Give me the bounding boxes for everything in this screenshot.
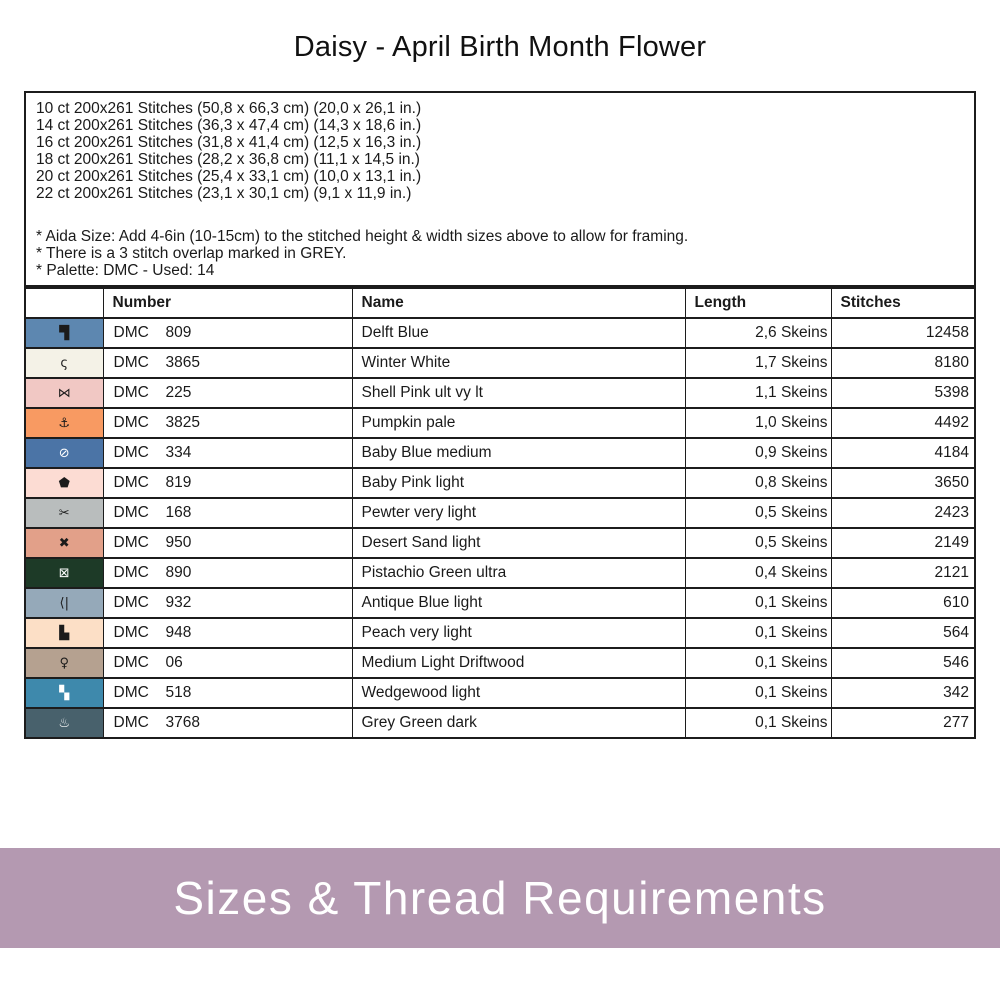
brand-label: DMC	[113, 504, 149, 521]
cell-number	[103, 378, 352, 408]
brand-label: DMC	[113, 564, 149, 581]
dmc-number: 3865	[165, 354, 200, 371]
size-line: 16 ct 200x261 Stitches (31,8 x 41,4 cm) (12,5 x 16,3 in.)	[36, 134, 422, 151]
size-line: 22 ct 200x261 Stitches (23,1 x 30,1 cm) (9,1 x 11,9 in.)	[36, 185, 412, 202]
cell-length: 0,8 Skeins	[685, 468, 831, 498]
color-swatch	[25, 378, 103, 408]
brand-label: DMC	[113, 414, 149, 431]
cell-name: Pewter very light	[352, 498, 685, 528]
size-line: 14 ct 200x261 Stitches (36,3 x 47,4 cm) (14,3 x 18,6 in.)	[36, 117, 422, 134]
size-line: 18 ct 200x261 Stitches (28,2 x 36,8 cm) (11,1 x 14,5 in.)	[36, 151, 420, 168]
cell-length: 1,0 Skeins	[685, 408, 831, 438]
cell-length: 0,1 Skeins	[685, 618, 831, 648]
pentagon-icon: ⬟	[58, 476, 70, 491]
size-line: 10 ct 200x261 Stitches (50,8 x 66,3 cm) (20,0 x 26,1 in.)	[36, 100, 422, 117]
brand-label: DMC	[113, 384, 149, 401]
cell-name: Pumpkin pale	[352, 408, 685, 438]
table-header-row	[25, 288, 975, 318]
cell-length: 0,1 Skeins	[685, 648, 831, 678]
size-info-box	[24, 91, 976, 287]
cell-length: 0,1 Skeins	[685, 708, 831, 738]
cell-length: 0,1 Skeins	[685, 678, 831, 708]
color-swatch	[25, 588, 103, 618]
cell-stitches: 8180	[831, 348, 975, 378]
cell-name: Antique Blue light	[352, 588, 685, 618]
color-swatch	[25, 708, 103, 738]
table-row	[25, 618, 975, 648]
note-overlap: * There is a 3 stitch overlap marked in GREY.	[36, 245, 347, 262]
dmc-number: 3825	[165, 414, 200, 431]
cell-stitches: 342	[831, 678, 975, 708]
note-aida-size: * Aida Size: Add 4-6in (10-15cm) to the stitched height & width sizes above to allow for framing.	[36, 228, 689, 245]
table-row	[25, 648, 975, 678]
thread-requirements-table	[24, 287, 976, 739]
color-swatch	[25, 498, 103, 528]
table-row	[25, 468, 975, 498]
cell-number	[103, 708, 352, 738]
cell-stitches: 2149	[831, 528, 975, 558]
cell-length: 0,9 Skeins	[685, 438, 831, 468]
cell-stitches: 2121	[831, 558, 975, 588]
table-row	[25, 558, 975, 588]
corner-block-icon: ▙	[59, 626, 70, 641]
color-swatch	[25, 558, 103, 588]
cell-name: Baby Blue medium	[352, 438, 685, 468]
brand-label: DMC	[113, 354, 149, 371]
cell-number	[103, 528, 352, 558]
cell-length: 1,7 Skeins	[685, 348, 831, 378]
cell-name: Baby Pink light	[352, 468, 685, 498]
notes	[36, 228, 964, 279]
cell-name: Delft Blue	[352, 318, 685, 348]
cell-stitches: 610	[831, 588, 975, 618]
cell-name: Medium Light Driftwood	[352, 648, 685, 678]
table-row	[25, 438, 975, 468]
cell-name: Winter White	[352, 348, 685, 378]
cell-number	[103, 618, 352, 648]
cell-name: Peach very light	[352, 618, 685, 648]
header-length: Length	[685, 288, 831, 318]
cell-stitches: 5398	[831, 378, 975, 408]
color-swatch	[25, 678, 103, 708]
size-lines	[36, 100, 964, 202]
cell-number	[103, 498, 352, 528]
dmc-number: 334	[165, 444, 192, 461]
color-swatch	[25, 648, 103, 678]
cell-number	[103, 558, 352, 588]
angle-bar-icon: ⟨|	[59, 596, 69, 611]
cell-stitches: 546	[831, 648, 975, 678]
dmc-number: 518	[165, 684, 192, 701]
color-swatch	[25, 618, 103, 648]
cell-number	[103, 438, 352, 468]
cell-stitches: 12458	[831, 318, 975, 348]
cell-number	[103, 318, 352, 348]
brand-label: DMC	[113, 624, 149, 641]
color-swatch	[25, 528, 103, 558]
brand-label: DMC	[113, 594, 149, 611]
size-line: 20 ct 200x261 Stitches (25,4 x 33,1 cm) (10,0 x 13,1 in.)	[36, 168, 422, 185]
table-row	[25, 528, 975, 558]
boxed-x-icon: ⊠	[58, 566, 70, 581]
dmc-number: 225	[165, 384, 192, 401]
bowtie-icon: ⋈	[57, 386, 71, 401]
dmc-number: 890	[165, 564, 192, 581]
diagonal-squares-icon: ▚	[59, 686, 70, 701]
page-title: Daisy - April Birth Month Flower	[293, 31, 707, 63]
brand-label: DMC	[113, 444, 149, 461]
brand-label: DMC	[113, 684, 149, 701]
cell-number	[103, 348, 352, 378]
dmc-number: 809	[165, 324, 192, 341]
cell-length: 0,1 Skeins	[685, 588, 831, 618]
banner-title: Sizes & Thread Requirements	[173, 872, 827, 924]
brand-label: DMC	[113, 324, 149, 341]
table-row	[25, 348, 975, 378]
cell-name: Desert Sand light	[352, 528, 685, 558]
cell-number	[103, 648, 352, 678]
color-swatch	[25, 348, 103, 378]
dmc-number: 819	[165, 474, 192, 491]
cell-stitches: 4492	[831, 408, 975, 438]
microphone-icon: ♀	[59, 656, 70, 671]
cell-length: 2,6 Skeins	[685, 318, 831, 348]
table-row	[25, 498, 975, 528]
cell-stitches: 277	[831, 708, 975, 738]
brand-label: DMC	[113, 534, 149, 551]
dmc-number: 3768	[165, 714, 200, 731]
dmc-number: 948	[165, 624, 192, 641]
table-row	[25, 378, 975, 408]
note-palette: * Palette: DMC - Used: 14	[36, 262, 215, 279]
cell-number	[103, 408, 352, 438]
heavy-x-icon: ✖	[58, 536, 70, 551]
brand-label: DMC	[113, 654, 149, 671]
dmc-number: 06	[165, 654, 183, 671]
color-swatch	[25, 438, 103, 468]
cell-name: Shell Pink ult vy lt	[352, 378, 685, 408]
dmc-number: 950	[165, 534, 192, 551]
header-number: Number	[103, 288, 352, 318]
anchor-icon: ⚓	[58, 416, 71, 431]
brand-label: DMC	[113, 714, 149, 731]
cell-number	[103, 468, 352, 498]
cell-stitches: 2423	[831, 498, 975, 528]
color-swatch	[25, 468, 103, 498]
cell-number	[103, 678, 352, 708]
header-stitches: Stitches	[831, 288, 975, 318]
flag-block-icon: ▜	[59, 326, 70, 341]
cell-stitches: 564	[831, 618, 975, 648]
header-name: Name	[352, 288, 685, 318]
table-row	[25, 708, 975, 738]
color-swatch	[25, 408, 103, 438]
banner	[0, 848, 1000, 948]
color-swatch	[25, 318, 103, 348]
dmc-number: 932	[165, 594, 192, 611]
cell-length: 1,1 Skeins	[685, 378, 831, 408]
brand-label: DMC	[113, 474, 149, 491]
dmc-number: 168	[165, 504, 192, 521]
cell-name: Wedgewood light	[352, 678, 685, 708]
table-row	[25, 588, 975, 618]
header-swatch	[25, 288, 103, 318]
cell-name: Pistachio Green ultra	[352, 558, 685, 588]
cell-number	[103, 588, 352, 618]
cell-length: 0,4 Skeins	[685, 558, 831, 588]
cell-length: 0,5 Skeins	[685, 498, 831, 528]
circle-slash-icon: ⊘	[58, 446, 70, 461]
squiggle-icon: ς	[60, 356, 69, 371]
cell-name: Grey Green dark	[352, 708, 685, 738]
table-row	[25, 408, 975, 438]
table-row	[25, 318, 975, 348]
hot-springs-icon: ♨	[58, 716, 71, 731]
cell-stitches: 4184	[831, 438, 975, 468]
cell-stitches: 3650	[831, 468, 975, 498]
cell-length: 0,5 Skeins	[685, 528, 831, 558]
table-row	[25, 678, 975, 708]
scissors-icon: ✂	[58, 506, 70, 521]
